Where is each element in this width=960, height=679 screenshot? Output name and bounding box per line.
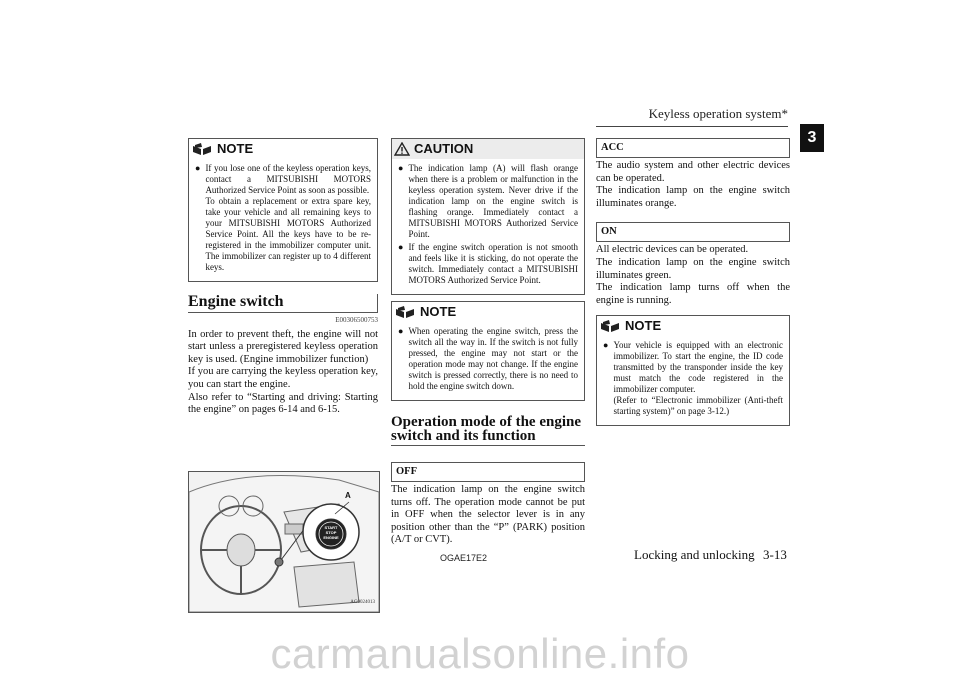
engine-switch-para-1: In order to prevent theft, the engine will not start unless a preregistered keyless operation key is used. (Engine immobilizer function) [188,328,378,365]
mode-heading-off: OFF [391,462,585,482]
engine-button-text [319,525,343,540]
header-rule [596,126,788,127]
note-header-3 [597,316,789,336]
caution-box [391,138,585,295]
acc-text-2: The indication lamp on the engine switch illuminates orange. [596,185,790,209]
on-text-3: The indication lamp turns off when the engine is running. [596,282,790,306]
caution-text-2: If the engine switch operation is not smooth and feels like it is sticking, do not operate the switch. Immediately contact a MITSUBISHI MOTORS Authorized Service Point. [408,242,578,285]
note-text-col2: When operating the engine switch, press the switch all the way in. If the switch is not fully pressed, the engine may not start or the operation mode may not change. If the engine switch is pressed correctly, there is no need to hold the engine switch down. [408,326,578,391]
footer-section-title: Locking and unlocking [634,547,755,562]
acc-text-1: The audio system and other electric devices can be operated. [596,160,790,184]
bullet-icon: ● [398,242,404,252]
caution-header [392,139,584,159]
note-text-2: To obtain a replacement or extra spare key, take your vehicle and all remaining keys to your MITSUBISHI MOTORS Authorized Service Point. All the keys have to be re-registered in the immobilizer computer unit. The immobilizer can register up to 4 different keys. [205,196,371,272]
column-2 [391,138,585,547]
figure-code: AG0024013 [350,600,375,606]
off-text: The indication lamp on the engine switch turns off. The operation mode cannot be put in OFF when the selector lever is in any position other than the “P” (PARK) position (A/T or CVT). [391,484,585,546]
on-text-2: The indication lamp on the engine switch illuminates green. [596,256,790,281]
note-bullet-3 [603,340,783,417]
caution-bullet-2 [398,242,578,286]
note-icon [191,142,213,156]
column-1 [188,138,378,613]
caution-label: CAUTION [414,140,474,156]
note-header [189,139,377,159]
note-box [188,138,378,282]
note-box-2 [391,301,585,401]
mode-heading-on: ON [596,222,790,242]
note-label-3: NOTE [625,318,662,334]
engine-button-line-3: ENGINE [323,534,339,540]
section-title-operation-mode: Operation mode of the engine switch and its function [391,415,585,446]
bullet-icon: ● [603,340,609,351]
note-header-2 [392,302,584,322]
bullet-icon: ● [398,326,404,336]
figure-label-a: A [345,490,351,500]
bullet-icon: ● [398,163,404,173]
note-text-col3: Your vehicle is equipped with an electronic immobilizer. To start the engine, the ID code transmitted by the transponder inside the key must match the code registered in the immobilizer computer. [613,340,783,395]
chapter-tab: 3 [800,124,824,152]
footer-page-number: 3-13 [763,547,787,562]
page-header: Keyless operation system* [648,106,788,121]
watermark: carmanualsonline.info [270,630,690,677]
mode-heading-acc: ACC [596,138,790,158]
note-box-3 [596,315,790,426]
section-title-engine-switch: Engine switch [188,294,378,313]
note-icon [599,319,621,333]
note-text-col3-2: (Refer to “Electronic immobilizer (Anti-theft starting system)” on page 3-12.) [613,395,783,417]
note-icon [394,305,416,319]
note-bullet [195,163,371,273]
engine-switch-para-3: Also refer to “Starting and driving: Starting the engine” on pages 6-14 and 6-15. [188,391,378,416]
warning-triangle-icon [394,142,410,156]
footer-code: OGAE17E2 [440,553,488,563]
bullet-icon: ● [195,163,201,173]
engine-button-line-2: STOP [325,529,337,535]
column-3 [596,138,790,426]
section-code: E00306500753 [335,316,378,324]
note-text: If you lose one of the keyless operation keys, contact a MITSUBISHI MOTORS Authorized Service Point as soon as possible. [205,163,371,195]
caution-bullet-1 [398,163,578,240]
engine-switch-para-2: If you are carrying the keyless operation key, you can start the engine. [188,366,378,390]
on-text-1: All electric devices can be operated. [596,244,749,256]
engine-button-line-1: START [324,524,338,530]
note-label: NOTE [217,140,254,156]
engine-switch-figure [188,471,380,613]
note-label-2: NOTE [420,303,457,319]
note-bullet-2 [398,326,578,392]
caution-text-1: The indication lamp (A) will flash orange when there is a problem or malfunction in the keyless operation system. Never drive if the indication lamp on the engine switch is flashing orange. Immediately contact a MITSUBISHI MOTORS Authorized Service Point. [408,163,578,239]
